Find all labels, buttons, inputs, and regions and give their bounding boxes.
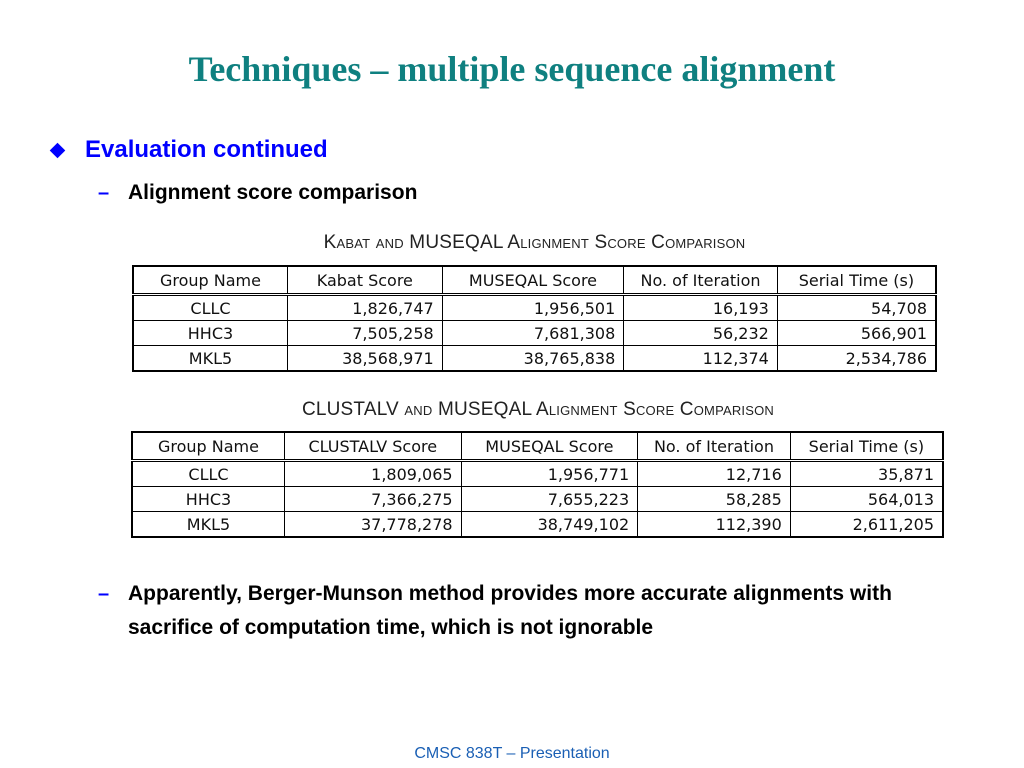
bullet-evaluation [48, 136, 328, 164]
table-cell: 1,809,065 [284, 461, 461, 487]
table-cell: 54,708 [777, 295, 936, 321]
table-cell: CLLC [132, 461, 284, 487]
table-cell: 2,611,205 [790, 512, 943, 538]
table-cell: HHC3 [133, 321, 287, 346]
table-cell: 56,232 [624, 321, 778, 346]
table2-header-cell: CLUSTALV Score [284, 432, 461, 461]
table-cell: 37,778,278 [284, 512, 461, 538]
table-cell: 1,826,747 [287, 295, 442, 321]
table2-caption: CLUSTALV and MUSEQAL Alignment Score Comparison [301, 399, 775, 420]
table-cell: 566,901 [777, 321, 936, 346]
table1-header-cell: Group Name [133, 266, 287, 295]
table-cell: 58,285 [638, 487, 791, 512]
table-row [132, 487, 943, 512]
table1-header-row [133, 266, 936, 295]
table2-header-cell: Serial Time (s) [790, 432, 943, 461]
table-cell: 12,716 [638, 461, 791, 487]
slide-footer: CMSC 838T – Presentation [414, 745, 610, 762]
table-row [132, 512, 943, 538]
table-cell: 2,534,786 [777, 346, 936, 372]
table-cell: MKL5 [133, 346, 287, 372]
table2-header-row [132, 432, 943, 461]
dash-bullet-icon: – [98, 182, 110, 204]
table1-header-cell: MUSEQAL Score [442, 266, 624, 295]
table2-header-cell: MUSEQAL Score [461, 432, 638, 461]
sub-bullet-text: Apparently, Berger-Munson method provides more accurate alignments with sacrifice of computation time, which is not ignorable [128, 582, 892, 639]
table-cell: 7,366,275 [284, 487, 461, 512]
table-cell: 7,681,308 [442, 321, 624, 346]
table1-header-cell: Kabat Score [287, 266, 442, 295]
table-cell: 7,505,258 [287, 321, 442, 346]
sub-bullet-alignment [98, 176, 417, 210]
table-row [132, 461, 943, 487]
table-cell: 112,374 [624, 346, 778, 372]
table-row [133, 321, 936, 346]
table-cell: 35,871 [790, 461, 943, 487]
table-cell: MKL5 [132, 512, 284, 538]
table1-header-cell: No. of Iteration [624, 266, 778, 295]
table-cell: 38,568,971 [287, 346, 442, 372]
table-row [133, 295, 936, 321]
table-cell: 564,013 [790, 487, 943, 512]
table-cell: HHC3 [132, 487, 284, 512]
table-cell: 38,765,838 [442, 346, 624, 372]
table-cell: 38,749,102 [461, 512, 638, 538]
table-cell: 7,655,223 [461, 487, 638, 512]
bullet-text: Evaluation continued [85, 136, 328, 163]
table-cell: 1,956,501 [442, 295, 624, 321]
table-row [133, 346, 936, 372]
clustalv-comparison-table [131, 431, 944, 538]
table-cell: 16,193 [624, 295, 778, 321]
dash-bullet-icon: – [98, 583, 110, 605]
table-cell: 1,956,771 [461, 461, 638, 487]
table2-header-cell: Group Name [132, 432, 284, 461]
sub-bullet-text: Alignment score comparison [128, 181, 418, 204]
table-cell: CLLC [133, 295, 287, 321]
kabat-comparison-table [132, 265, 937, 372]
table1-caption: Kabat and MUSEQAL Alignment Score Comparison [323, 232, 746, 253]
table-cell: 112,390 [638, 512, 791, 538]
slide-title: Techniques – multiple sequence alignment [188, 49, 836, 89]
table2-header-cell: No. of Iteration [638, 432, 791, 461]
diamond-bullet-icon [50, 142, 66, 158]
table1-header-cell: Serial Time (s) [777, 266, 936, 295]
sub-bullet-conclusion [98, 577, 978, 645]
